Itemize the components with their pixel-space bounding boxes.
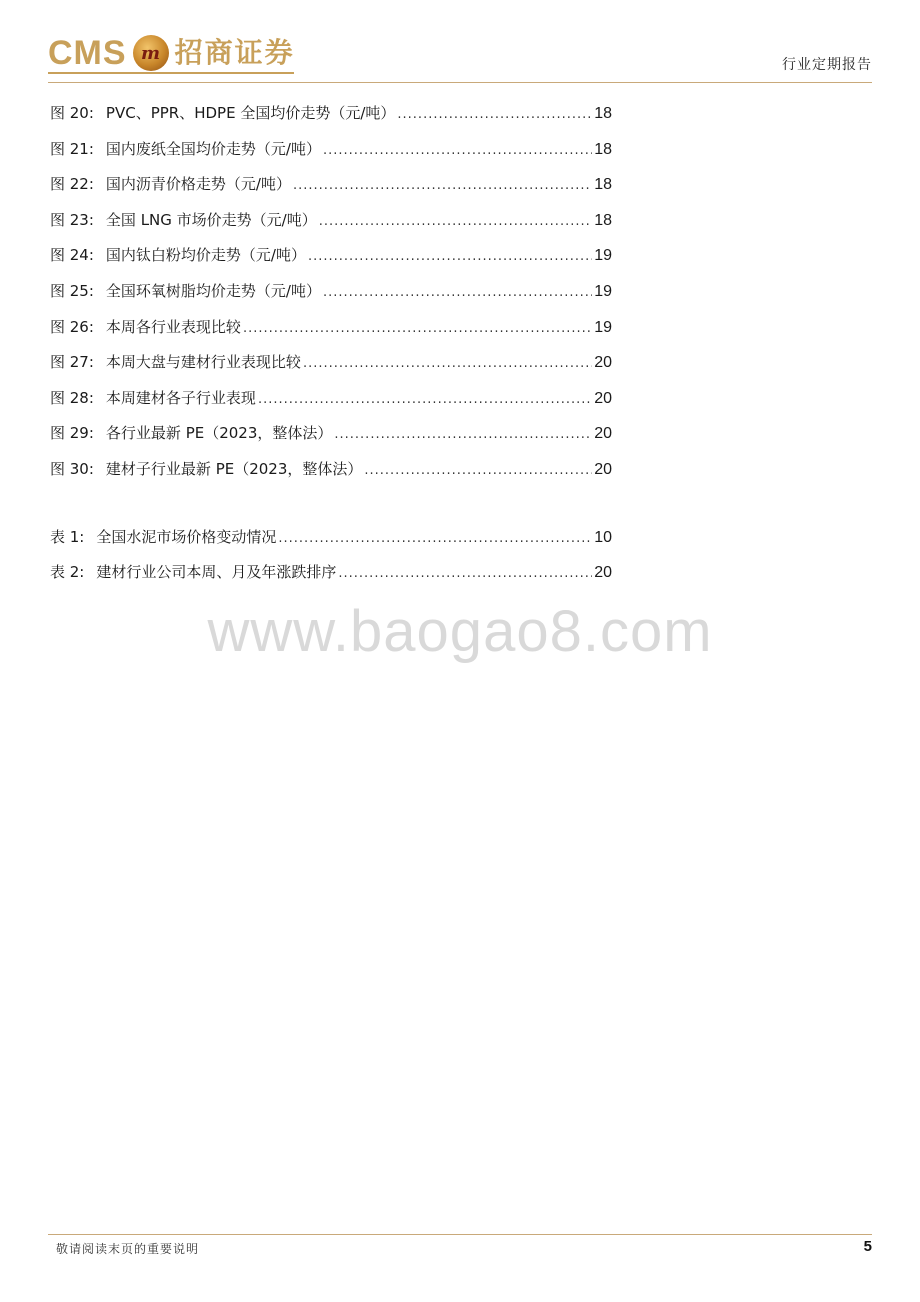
toc-table-entry[interactable] [50, 520, 612, 556]
entry-label: 图 26: [50, 317, 94, 336]
entry-label: 图 27: [50, 353, 94, 372]
entry-label: 图 28: [50, 388, 94, 407]
page-header [0, 0, 920, 84]
toc-figure-entry[interactable] [50, 310, 612, 346]
table-list [50, 520, 612, 591]
leader-dots [243, 311, 592, 347]
logo-chinese-name: 招商证券 [174, 36, 295, 69]
entry-title: 建材子行业最新 PE（2023，整体法） [105, 459, 363, 478]
logo-emblem-icon: m [133, 35, 169, 71]
entry-label: 图 29: [50, 424, 94, 443]
entry-page-number: 20 [594, 460, 612, 478]
entry-page-number: 18 [594, 211, 612, 229]
entry-title: 国内沥青价格走势（元/吨） [105, 175, 291, 194]
leader-dots [323, 275, 592, 311]
toc-figure-entry[interactable] [50, 345, 612, 381]
toc-figure-entry[interactable] [50, 381, 612, 417]
entry-label: 图 24: [50, 246, 94, 265]
entry-label: 图 30: [50, 459, 94, 478]
toc-figure-entry[interactable] [50, 96, 612, 132]
entry-label: 图 25: [50, 281, 94, 300]
entry-page-number: 19 [594, 318, 612, 336]
entry-title: 国内钛白粉均价走势（元/吨） [105, 246, 306, 265]
entry-title: 全国水泥市场价格变动情况 [96, 527, 277, 546]
toc-figure-entry[interactable] [50, 238, 612, 274]
entry-label: 图 22: [50, 175, 94, 194]
leader-dots [258, 382, 592, 418]
toc-figure-entry[interactable] [50, 167, 612, 203]
entry-page-number: 10 [594, 528, 612, 546]
logo-underline [48, 72, 294, 74]
list-gap [50, 488, 612, 520]
figure-list [50, 96, 612, 488]
entry-label: 表 2: [50, 563, 85, 582]
entry-page-number: 18 [594, 105, 612, 122]
entry-title: 国内废纸全国均价走势（元/吨） [105, 139, 321, 158]
entry-label: 图 21: [50, 139, 94, 158]
entry-page-number: 20 [594, 425, 612, 443]
header-divider [48, 82, 872, 83]
entry-title: 各行业最新 PE（2023，整体法） [105, 424, 333, 443]
toc-figure-entry[interactable] [50, 132, 612, 168]
entry-label: 图 20: [50, 104, 94, 122]
cms-logo [48, 32, 295, 74]
entry-label: 图 23: [50, 210, 94, 229]
entry-page-number: 18 [594, 176, 612, 194]
leader-dots [397, 97, 592, 133]
report-type-label: 行业定期报告 [782, 57, 872, 73]
leader-dots [334, 417, 592, 453]
table-of-contents [50, 96, 612, 591]
entry-page-number: 19 [594, 282, 612, 300]
leader-dots [323, 133, 592, 169]
entry-title: PVC、PPR、HDPE 全国均价走势（元/吨） [105, 104, 396, 122]
logo-text: CMS [48, 34, 127, 72]
entry-title: 本周各行业表现比较 [105, 317, 241, 336]
toc-figure-entry[interactable] [50, 416, 612, 452]
toc-figure-entry[interactable] [50, 203, 612, 239]
entry-title: 全国 LNG 市场价走势（元/吨） [105, 210, 317, 229]
leader-dots [338, 556, 592, 592]
entry-page-number: 20 [594, 354, 612, 372]
toc-table-entry[interactable] [50, 555, 612, 591]
entry-label: 表 1: [50, 527, 85, 546]
entry-page-number: 19 [594, 247, 612, 265]
entry-title: 全国环氧树脂均价走势（元/吨） [105, 281, 321, 300]
page-number: 5 [863, 1238, 872, 1255]
leader-dots [303, 346, 592, 382]
entry-title: 建材行业公司本周、月及年涨跌排序 [96, 563, 337, 582]
entry-page-number: 20 [594, 564, 612, 582]
entry-title: 本周建材各子行业表现 [105, 388, 256, 407]
footer-divider [48, 1234, 872, 1235]
leader-dots [293, 168, 592, 204]
toc-figure-entry[interactable] [50, 452, 612, 488]
leader-dots [278, 521, 592, 557]
entry-page-number: 18 [594, 140, 612, 158]
leader-dots [308, 239, 592, 275]
footer-disclaimer-note: 敬请阅读末页的重要说明 [56, 1242, 200, 1256]
watermark: www.baogao8.com [207, 599, 713, 664]
entry-title: 本周大盘与建材行业表现比较 [105, 353, 301, 372]
toc-figure-entry[interactable] [50, 274, 612, 310]
entry-page-number: 20 [594, 389, 612, 407]
leader-dots [364, 453, 592, 489]
leader-dots [319, 204, 592, 240]
